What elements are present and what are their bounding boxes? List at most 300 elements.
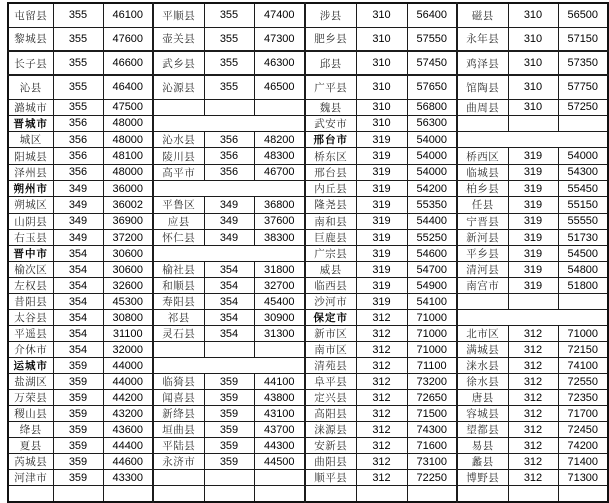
table-row bbox=[8, 51, 608, 75]
postal-code-cell: 46500 bbox=[254, 75, 305, 99]
county-name-cell: 安新县 bbox=[305, 438, 356, 454]
county-name-cell: 临西县 bbox=[305, 278, 356, 294]
table-row bbox=[8, 115, 608, 131]
postal-code-cell: 51730 bbox=[558, 229, 608, 245]
postal-code-cell: 37600 bbox=[254, 213, 305, 229]
area-code-cell: 359 bbox=[53, 470, 103, 486]
postal-code-cell: 44000 bbox=[103, 358, 153, 374]
postal-code-cell: 43300 bbox=[103, 470, 153, 486]
table-row bbox=[8, 470, 608, 486]
county-name-cell: 榆社县 bbox=[153, 262, 204, 278]
table-row bbox=[8, 294, 608, 310]
area-code-cell: 312 bbox=[356, 390, 407, 406]
table-row bbox=[8, 132, 608, 148]
county-name-cell: 昔阳县 bbox=[8, 294, 53, 310]
area-code-cell: 354 bbox=[204, 310, 254, 326]
area-code-cell: 319 bbox=[508, 262, 558, 278]
area-code-cell: 356 bbox=[204, 164, 254, 180]
table-row bbox=[8, 27, 608, 51]
county-name-cell: 博野县 bbox=[457, 470, 508, 486]
county-name-cell: 涞水县 bbox=[457, 358, 508, 374]
area-code-cell: 359 bbox=[53, 390, 103, 406]
area-code-cell: 312 bbox=[508, 390, 558, 406]
county-name-cell: 平鲁区 bbox=[153, 197, 204, 213]
area-code-cell: 354 bbox=[53, 342, 103, 358]
county-name-cell bbox=[457, 486, 508, 502]
county-name-cell: 应县 bbox=[153, 213, 204, 229]
area-code-cell: 312 bbox=[508, 438, 558, 454]
postal-code-cell: 55350 bbox=[407, 197, 457, 213]
postal-code-cell: 73200 bbox=[407, 374, 457, 390]
area-code-cell bbox=[204, 342, 254, 358]
postal-code-cell: 71300 bbox=[558, 470, 608, 486]
county-name-cell: 太谷县 bbox=[8, 310, 53, 326]
postal-code-cell: 55450 bbox=[558, 180, 608, 196]
area-code-cell: 312 bbox=[356, 310, 407, 326]
table-row bbox=[8, 164, 608, 180]
table-row bbox=[8, 390, 608, 406]
county-name-cell: 灵石县 bbox=[153, 326, 204, 342]
area-code-cell bbox=[508, 294, 558, 310]
postal-code-cell: 57750 bbox=[558, 75, 608, 99]
table-row bbox=[8, 180, 608, 196]
area-code-cell: 312 bbox=[508, 358, 558, 374]
area-code-cell: 356 bbox=[204, 132, 254, 148]
area-code-cell: 349 bbox=[204, 213, 254, 229]
postal-code-cell: 55150 bbox=[558, 197, 608, 213]
postal-code-cell: 43100 bbox=[254, 406, 305, 422]
area-code-cell: 310 bbox=[356, 99, 407, 115]
postal-code-cell: 43700 bbox=[254, 422, 305, 438]
postal-code-cell: 44100 bbox=[254, 374, 305, 390]
area-code-cell: 359 bbox=[53, 438, 103, 454]
area-code-cell: 354 bbox=[53, 326, 103, 342]
county-name-cell: 榆次区 bbox=[8, 262, 53, 278]
postal-code-cell: 31800 bbox=[254, 262, 305, 278]
area-code-cell: 319 bbox=[356, 294, 407, 310]
county-name-cell: 沁源县 bbox=[153, 75, 204, 99]
area-code-cell: 359 bbox=[204, 406, 254, 422]
county-name-cell: 顺平县 bbox=[305, 470, 356, 486]
county-name-cell: 蠡县 bbox=[457, 454, 508, 470]
postal-code-cell: 31100 bbox=[103, 326, 153, 342]
area-code-cell: 312 bbox=[508, 470, 558, 486]
area-code-cell: 310 bbox=[356, 75, 407, 99]
postal-code-cell: 71400 bbox=[558, 454, 608, 470]
postal-code-cell: 44000 bbox=[103, 374, 153, 390]
county-name-cell: 易县 bbox=[457, 438, 508, 454]
postal-code-cell: 72450 bbox=[558, 422, 608, 438]
postal-code-cell: 71000 bbox=[407, 326, 457, 342]
area-code-cell: 312 bbox=[356, 454, 407, 470]
county-name-cell: 徐水县 bbox=[457, 374, 508, 390]
area-code-cell: 312 bbox=[356, 470, 407, 486]
county-name-cell: 北市区 bbox=[457, 326, 508, 342]
postal-code-cell: 36800 bbox=[254, 197, 305, 213]
county-name-cell: 阳城县 bbox=[8, 148, 53, 164]
postal-code-cell: 46400 bbox=[103, 75, 153, 99]
county-name-cell: 陵川县 bbox=[153, 148, 204, 164]
county-name-cell: 魏县 bbox=[305, 99, 356, 115]
area-code-cell: 310 bbox=[508, 3, 558, 27]
postal-code-cell: 56800 bbox=[407, 99, 457, 115]
county-name-cell: 鸡泽县 bbox=[457, 51, 508, 75]
postal-code-cell: 36900 bbox=[103, 213, 153, 229]
postal-code-cell: 44300 bbox=[254, 438, 305, 454]
postal-code-cell: 44600 bbox=[103, 454, 153, 470]
county-name-cell: 怀仁县 bbox=[153, 229, 204, 245]
area-code-cell bbox=[508, 486, 558, 502]
postal-code-cell: 54800 bbox=[558, 262, 608, 278]
postal-code-cell: 56500 bbox=[558, 3, 608, 27]
area-code-cell: 349 bbox=[204, 229, 254, 245]
postal-code-cell: 72250 bbox=[407, 470, 457, 486]
county-name-cell: 寿阳县 bbox=[153, 294, 204, 310]
postal-code-cell: 54000 bbox=[558, 148, 608, 164]
postal-code-cell bbox=[254, 470, 305, 486]
county-name-cell: 清河县 bbox=[457, 262, 508, 278]
area-code-cell: 312 bbox=[508, 406, 558, 422]
postal-code-cell: 54500 bbox=[558, 246, 608, 262]
county-name-cell: 肥乡县 bbox=[305, 27, 356, 51]
county-name-cell: 容城县 bbox=[457, 406, 508, 422]
area-code-cell: 319 bbox=[356, 180, 407, 196]
area-code-cell: 312 bbox=[508, 422, 558, 438]
postal-code-cell: 54400 bbox=[407, 213, 457, 229]
area-code-cell: 319 bbox=[356, 197, 407, 213]
county-name-cell: 沁县 bbox=[8, 75, 53, 99]
postal-code-cell: 71700 bbox=[558, 406, 608, 422]
postal-code-cell: 72350 bbox=[558, 390, 608, 406]
postal-code-cell: 36002 bbox=[103, 197, 153, 213]
county-name-cell: 潞城市 bbox=[8, 99, 53, 115]
county-name-cell: 长子县 bbox=[8, 51, 53, 75]
postal-code-cell: 43800 bbox=[254, 390, 305, 406]
county-name-cell: 山阴县 bbox=[8, 213, 53, 229]
county-name-cell: 芮城县 bbox=[8, 454, 53, 470]
area-code-cell: 312 bbox=[356, 358, 407, 374]
county-name-cell: 沙河市 bbox=[305, 294, 356, 310]
postal-code-cell: 30900 bbox=[254, 310, 305, 326]
area-code-cell: 310 bbox=[508, 75, 558, 99]
county-name-cell: 高阳县 bbox=[305, 406, 356, 422]
county-name-cell: 南市区 bbox=[305, 342, 356, 358]
postal-code-cell: 43600 bbox=[103, 422, 153, 438]
postal-code-cell: 31300 bbox=[254, 326, 305, 342]
postal-code-cell: 54200 bbox=[407, 180, 457, 196]
postal-code-cell: 30600 bbox=[103, 246, 153, 262]
county-name-cell: 万荣县 bbox=[8, 390, 53, 406]
county-name-cell: 沁水县 bbox=[153, 132, 204, 148]
area-code-cell: 319 bbox=[356, 132, 407, 148]
area-code-cell: 319 bbox=[356, 213, 407, 229]
postal-code-cell: 55550 bbox=[558, 213, 608, 229]
county-name-cell: 内丘县 bbox=[305, 180, 356, 196]
postal-code-cell bbox=[103, 486, 153, 502]
area-code-cell: 356 bbox=[204, 148, 254, 164]
area-code-cell: 359 bbox=[204, 438, 254, 454]
area-code-cell: 310 bbox=[356, 3, 407, 27]
empty-merged-cell bbox=[457, 310, 608, 326]
area-code-cell: 312 bbox=[508, 374, 558, 390]
county-name-cell: 涞源县 bbox=[305, 422, 356, 438]
postal-code-cell: 37200 bbox=[103, 229, 153, 245]
postal-code-cell: 48200 bbox=[254, 132, 305, 148]
postal-code-cell: 71100 bbox=[407, 358, 457, 374]
county-name-cell: 涉县 bbox=[305, 3, 356, 27]
table-row bbox=[8, 197, 608, 213]
area-code-cell: 319 bbox=[356, 229, 407, 245]
county-name-cell bbox=[305, 486, 356, 502]
postal-code-cell: 46600 bbox=[103, 51, 153, 75]
county-name-cell bbox=[457, 294, 508, 310]
area-code-cell: 355 bbox=[204, 51, 254, 75]
county-name-cell: 黎城县 bbox=[8, 27, 53, 51]
postal-code-cell: 74300 bbox=[407, 422, 457, 438]
area-code-cell: 359 bbox=[204, 454, 254, 470]
area-code-cell: 359 bbox=[204, 374, 254, 390]
area-code-cell: 312 bbox=[356, 422, 407, 438]
table-row bbox=[8, 213, 608, 229]
county-name-cell: 和顺县 bbox=[153, 278, 204, 294]
postal-code-cell: 54100 bbox=[407, 294, 457, 310]
county-name-cell: 南宫市 bbox=[457, 278, 508, 294]
area-code-cell: 319 bbox=[508, 213, 558, 229]
area-code-cell: 319 bbox=[356, 278, 407, 294]
county-name-cell: 唐县 bbox=[457, 390, 508, 406]
area-code-cell: 312 bbox=[356, 438, 407, 454]
postal-code-cell: 72650 bbox=[407, 390, 457, 406]
city-name-cell: 邢台市 bbox=[305, 132, 356, 148]
area-code-cell: 354 bbox=[204, 294, 254, 310]
postal-code-cell: 57450 bbox=[407, 51, 457, 75]
county-name-cell: 夏县 bbox=[8, 438, 53, 454]
area-code-cell: 355 bbox=[53, 51, 103, 75]
county-name-cell: 壶关县 bbox=[153, 27, 204, 51]
county-name-cell: 临城县 bbox=[457, 164, 508, 180]
county-name-cell: 新河县 bbox=[457, 229, 508, 245]
county-name-cell: 祁县 bbox=[153, 310, 204, 326]
county-name-cell bbox=[457, 115, 508, 131]
area-code-cell: 319 bbox=[508, 246, 558, 262]
postal-code-cell: 44200 bbox=[103, 390, 153, 406]
city-name-cell: 朔州市 bbox=[8, 180, 53, 196]
area-code-cell: 359 bbox=[53, 358, 103, 374]
county-name-cell: 介休市 bbox=[8, 342, 53, 358]
postal-code-cell: 48000 bbox=[103, 164, 153, 180]
county-name-cell: 稷山县 bbox=[8, 406, 53, 422]
area-code-cell: 319 bbox=[356, 262, 407, 278]
postal-code-cell bbox=[558, 294, 608, 310]
postal-code-cell: 38300 bbox=[254, 229, 305, 245]
postal-code-cell: 47300 bbox=[254, 27, 305, 51]
area-code-cell: 359 bbox=[204, 422, 254, 438]
postal-code-cell: 71000 bbox=[558, 326, 608, 342]
area-code-cell: 349 bbox=[53, 197, 103, 213]
county-name-cell: 垣曲县 bbox=[153, 422, 204, 438]
postal-code-cell: 47500 bbox=[103, 99, 153, 115]
postal-code-cell: 46300 bbox=[254, 51, 305, 75]
area-code-cell: 310 bbox=[356, 115, 407, 131]
county-name-cell: 望都县 bbox=[457, 422, 508, 438]
area-code-cell: 356 bbox=[53, 164, 103, 180]
county-name-cell: 武安市 bbox=[305, 115, 356, 131]
area-code-cell bbox=[204, 486, 254, 502]
area-code-cell bbox=[508, 115, 558, 131]
area-code-cell: 359 bbox=[53, 374, 103, 390]
county-name-cell: 柏乡县 bbox=[457, 180, 508, 196]
area-code-cell: 354 bbox=[53, 246, 103, 262]
postal-code-cell: 56300 bbox=[407, 115, 457, 131]
county-name-cell bbox=[153, 99, 204, 115]
area-code-cell: 354 bbox=[53, 294, 103, 310]
county-name-cell: 平陆县 bbox=[153, 438, 204, 454]
county-name-cell: 威县 bbox=[305, 262, 356, 278]
county-name-cell: 定兴县 bbox=[305, 390, 356, 406]
county-name-cell: 邢台县 bbox=[305, 164, 356, 180]
postal-code-cell: 72150 bbox=[558, 342, 608, 358]
county-name-cell: 永济市 bbox=[153, 454, 204, 470]
area-code-cell: 319 bbox=[508, 197, 558, 213]
city-name-cell: 晋城市 bbox=[8, 115, 53, 131]
county-name-cell: 平乡县 bbox=[457, 246, 508, 262]
county-name-cell: 河津市 bbox=[8, 470, 53, 486]
postal-code-cell: 48000 bbox=[103, 115, 153, 131]
table-row bbox=[8, 310, 608, 326]
area-code-cell: 354 bbox=[204, 262, 254, 278]
county-name-cell: 馆陶县 bbox=[457, 75, 508, 99]
county-name-cell: 磁县 bbox=[457, 3, 508, 27]
county-name-cell: 曲阳县 bbox=[305, 454, 356, 470]
area-code-cell: 355 bbox=[53, 99, 103, 115]
county-name-cell: 阜平县 bbox=[305, 374, 356, 390]
county-name-cell: 宁晋县 bbox=[457, 213, 508, 229]
county-name-cell: 武乡县 bbox=[153, 51, 204, 75]
table-row bbox=[8, 278, 608, 294]
county-name-cell bbox=[153, 342, 204, 358]
postal-code-cell: 74100 bbox=[558, 358, 608, 374]
postal-code-cell: 44400 bbox=[103, 438, 153, 454]
postal-code-cell: 71500 bbox=[407, 406, 457, 422]
county-name-cell: 泽州县 bbox=[8, 164, 53, 180]
postal-code-cell: 54000 bbox=[407, 132, 457, 148]
postal-code-cell: 55250 bbox=[407, 229, 457, 245]
area-code-cell: 355 bbox=[53, 75, 103, 99]
county-name-cell: 新市区 bbox=[305, 326, 356, 342]
area-code-cell: 356 bbox=[53, 132, 103, 148]
table-row bbox=[8, 229, 608, 245]
city-name-cell: 保定市 bbox=[305, 310, 356, 326]
area-code-cell: 355 bbox=[204, 27, 254, 51]
area-code-cell: 349 bbox=[53, 180, 103, 196]
area-code-cell: 319 bbox=[356, 164, 407, 180]
county-name-cell: 桥东区 bbox=[305, 148, 356, 164]
area-code-cell: 355 bbox=[204, 75, 254, 99]
county-name-cell: 平遥县 bbox=[8, 326, 53, 342]
empty-merged-cell bbox=[153, 358, 305, 374]
county-name-cell: 隆尧县 bbox=[305, 197, 356, 213]
area-code-cell: 359 bbox=[204, 390, 254, 406]
area-code-cell: 354 bbox=[204, 326, 254, 342]
county-name-cell bbox=[8, 486, 53, 502]
county-name-cell: 永年县 bbox=[457, 27, 508, 51]
area-code-cell: 354 bbox=[53, 262, 103, 278]
area-code-cell: 312 bbox=[356, 374, 407, 390]
postal-code-cell bbox=[558, 115, 608, 131]
area-code-cell: 312 bbox=[356, 326, 407, 342]
area-code-cell: 319 bbox=[356, 148, 407, 164]
area-code-cell: 355 bbox=[204, 3, 254, 27]
county-name-cell: 广平县 bbox=[305, 75, 356, 99]
postal-code-cell: 32000 bbox=[103, 342, 153, 358]
area-code-cell: 310 bbox=[356, 27, 407, 51]
postal-code-cell: 56400 bbox=[407, 3, 457, 27]
postal-code-cell: 71600 bbox=[407, 438, 457, 454]
city-name-cell: 运城市 bbox=[8, 358, 53, 374]
postal-code-cell: 74200 bbox=[558, 438, 608, 454]
area-code-cell: 310 bbox=[508, 51, 558, 75]
county-name-cell: 闻喜县 bbox=[153, 390, 204, 406]
postal-code-cell: 30800 bbox=[103, 310, 153, 326]
county-name-cell: 新绛县 bbox=[153, 406, 204, 422]
area-code-cell: 355 bbox=[53, 27, 103, 51]
county-name-cell: 平顺县 bbox=[153, 3, 204, 27]
table-row bbox=[8, 246, 608, 262]
postal-code-cell: 43200 bbox=[103, 406, 153, 422]
postal-code-cell bbox=[254, 342, 305, 358]
table-row bbox=[8, 422, 608, 438]
county-name-cell: 屯留县 bbox=[8, 3, 53, 27]
postal-code-cell: 47400 bbox=[254, 3, 305, 27]
postal-code-cell: 57150 bbox=[558, 27, 608, 51]
area-code-cell: 312 bbox=[508, 454, 558, 470]
area-code-cell: 312 bbox=[508, 342, 558, 358]
county-name-cell: 曲周县 bbox=[457, 99, 508, 115]
postal-code-table bbox=[7, 2, 609, 503]
county-name-cell: 广宗县 bbox=[305, 246, 356, 262]
postal-code-cell: 48100 bbox=[103, 148, 153, 164]
postal-code-cell: 54700 bbox=[407, 262, 457, 278]
postal-code-cell: 46700 bbox=[254, 164, 305, 180]
postal-code-cell: 46100 bbox=[103, 3, 153, 27]
empty-merged-cell bbox=[457, 132, 608, 148]
area-code-cell: 349 bbox=[53, 229, 103, 245]
postal-code-cell: 57350 bbox=[558, 51, 608, 75]
postal-code-cell: 44500 bbox=[254, 454, 305, 470]
table-row bbox=[8, 262, 608, 278]
table-row bbox=[8, 374, 608, 390]
postal-code-cell: 45400 bbox=[254, 294, 305, 310]
postal-code-cell: 32600 bbox=[103, 278, 153, 294]
empty-merged-cell bbox=[153, 246, 305, 262]
area-code-cell: 359 bbox=[53, 454, 103, 470]
postal-code-cell: 71000 bbox=[407, 310, 457, 326]
area-code-cell: 312 bbox=[356, 342, 407, 358]
area-code-cell: 354 bbox=[204, 278, 254, 294]
county-name-cell: 城区 bbox=[8, 132, 53, 148]
postal-code-cell: 73100 bbox=[407, 454, 457, 470]
postal-code-cell bbox=[254, 99, 305, 115]
postal-code-cell bbox=[254, 486, 305, 502]
postal-code-cell bbox=[558, 486, 608, 502]
county-name-cell: 南和县 bbox=[305, 213, 356, 229]
area-code-cell: 359 bbox=[53, 422, 103, 438]
area-code-cell: 319 bbox=[508, 278, 558, 294]
county-name-cell: 朔城区 bbox=[8, 197, 53, 213]
postal-code-cell: 54000 bbox=[407, 148, 457, 164]
area-code-cell: 312 bbox=[356, 406, 407, 422]
area-code-cell: 349 bbox=[53, 213, 103, 229]
